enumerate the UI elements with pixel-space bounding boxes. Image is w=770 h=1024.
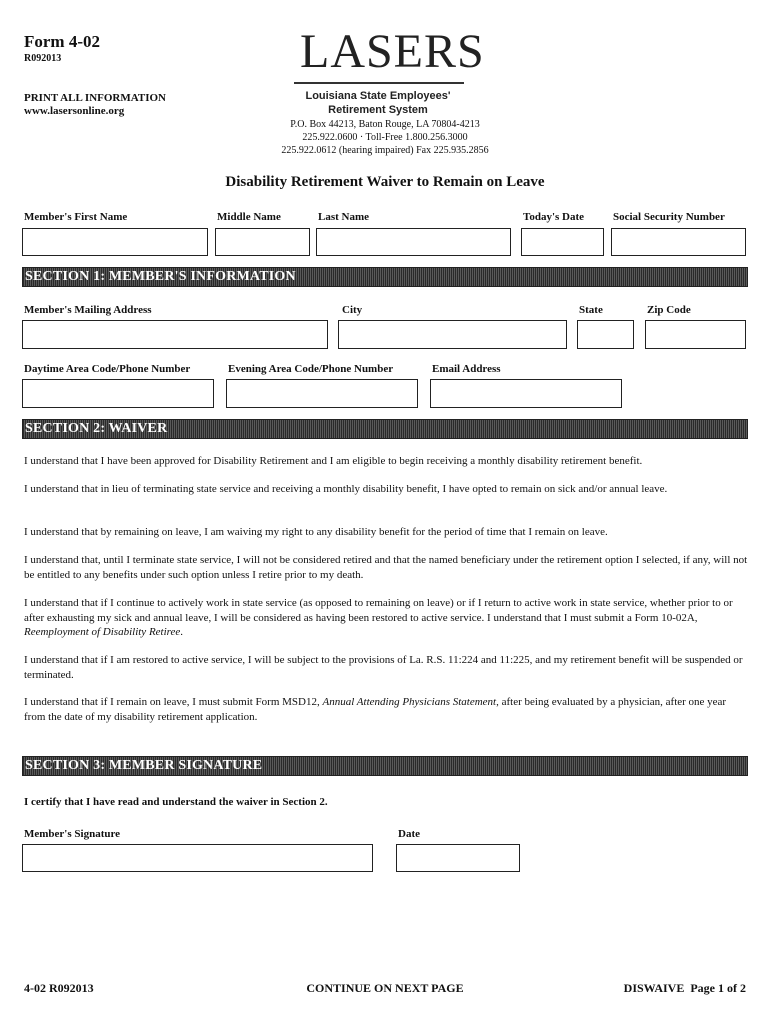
mailing-address-label: Member's Mailing Address bbox=[24, 304, 152, 316]
form-number: Form 4-02 bbox=[24, 32, 101, 51]
waiver-paragraph-7-text: I understand that if I remain on leave, I must submit Form MSD12, bbox=[24, 696, 323, 708]
first-name-label: Member's First Name bbox=[24, 211, 128, 223]
footer-continue: CONTINUE ON NEXT PAGE bbox=[306, 981, 464, 995]
email-label: Email Address bbox=[432, 363, 501, 375]
waiver-paragraph-1: I understand that I have been approved for Disability Retirement and I am eligible to begin receiving a monthly disability retirement benefit. bbox=[24, 455, 643, 467]
address-line3: 225.922.0612 (hearing impaired) Fax 225.935.2856 bbox=[281, 145, 489, 156]
signature-label: Member's Signature bbox=[24, 828, 121, 840]
middle-name-label: Middle Name bbox=[217, 211, 281, 223]
address-line1: P.O. Box 44213, Baton Rouge, LA 70804-4213 bbox=[290, 119, 480, 130]
section1-header bbox=[22, 267, 748, 287]
waiver-paragraph-5-form-title: Reemployment of Disability Retiree bbox=[24, 626, 181, 638]
waiver-paragraph-7-end: , after being evaluated by a physician, after one year from the date of my disability retirement application. bbox=[24, 696, 727, 723]
section3-title: SECTION 3: MEMBER SIGNATURE bbox=[25, 758, 263, 773]
logo-subtitle-line1: Louisiana State Employees' bbox=[305, 90, 451, 102]
lasers-logo bbox=[288, 18, 485, 116]
waiver-paragraph-4: I understand that, until I terminate state service, I will not be considered retired and that the named beneficiary under the retirement option I selected, if any, will not be entitled to any benefits under such option unless I retire prior to my death. bbox=[24, 554, 748, 581]
zip-field[interactable] bbox=[645, 320, 746, 349]
waiver-paragraph-6: I understand that if I am restored to active service, I will be subject to the provisions of La. R.S. 11:224 and 11:225, and my retirement benefit will be suspended or terminated. bbox=[24, 654, 743, 681]
section2-title: SECTION 2: WAIVER bbox=[25, 421, 168, 436]
signature-date-label: Date bbox=[398, 828, 420, 840]
last-name-field[interactable] bbox=[316, 228, 511, 256]
website-url: www.lasersonline.org bbox=[24, 105, 125, 117]
section2-header bbox=[22, 419, 748, 439]
waiver-paragraph-5-text: I understand that if I continue to actively work in state service (as opposed to remaining on leave) or if I return to active work in state service, whether prior to or after exhausting my sick and annual leave, I will be considered as having been restored to active service. I understand that I must submit a Form 10-02A, bbox=[24, 597, 733, 624]
ssn-label: Social Security Number bbox=[613, 211, 725, 223]
waiver-paragraph-7-form-title: Annual Attending Physicians Statement bbox=[322, 696, 497, 708]
todays-date-label: Today's Date bbox=[523, 211, 585, 223]
waiver-paragraph-7 bbox=[24, 695, 748, 724]
ssn-field[interactable] bbox=[611, 228, 746, 256]
print-all-instruction: PRINT ALL INFORMATION bbox=[24, 92, 167, 104]
certification-statement: I certify that I have read and understand the waiver in Section 2. bbox=[24, 796, 328, 808]
signature-field[interactable] bbox=[22, 844, 373, 872]
waiver-paragraph-5-end: . bbox=[180, 626, 184, 638]
city-label: City bbox=[342, 304, 363, 316]
signature-date-field[interactable] bbox=[396, 844, 520, 872]
daytime-phone-field[interactable] bbox=[22, 379, 214, 408]
zip-label: Zip Code bbox=[647, 304, 691, 316]
form-revision: R092013 bbox=[24, 53, 62, 64]
last-name-label: Last Name bbox=[318, 211, 370, 223]
todays-date-field[interactable] bbox=[521, 228, 604, 256]
daytime-phone-label: Daytime Area Code/Phone Number bbox=[24, 363, 191, 375]
mailing-address-field[interactable] bbox=[22, 320, 328, 349]
first-name-field[interactable] bbox=[22, 228, 208, 256]
footer-page-number: DISWAIVE Page 1 of 2 bbox=[623, 981, 746, 995]
document-title: Disability Retirement Waiver to Remain on Leave bbox=[225, 174, 545, 190]
waiver-paragraph-2: I understand that in lieu of terminating state service and receiving a monthly disability benefit, I have opted to remain on sick and/or annual leave. bbox=[24, 483, 668, 495]
footer-form-code: 4-02 R092013 bbox=[24, 981, 94, 995]
state-field[interactable] bbox=[577, 320, 634, 349]
section3-header bbox=[22, 756, 748, 776]
waiver-paragraph-5 bbox=[24, 596, 748, 640]
city-field[interactable] bbox=[338, 320, 567, 349]
state-label: State bbox=[579, 304, 603, 316]
evening-phone-label: Evening Area Code/Phone Number bbox=[228, 363, 394, 375]
section1-title: SECTION 1: MEMBER'S INFORMATION bbox=[25, 269, 296, 284]
logo-wordmark: LASERS bbox=[300, 25, 485, 78]
waiver-paragraph-3: I understand that by remaining on leave, I am waiving my right to any disability benefit for the period of time that I remain on leave. bbox=[24, 526, 608, 538]
evening-phone-field[interactable] bbox=[226, 379, 418, 408]
address-line2: 225.922.0600 · Toll-Free 1.800.256.3000 bbox=[302, 132, 468, 143]
middle-name-field[interactable] bbox=[215, 228, 310, 256]
logo-rule bbox=[294, 82, 464, 84]
email-field[interactable] bbox=[430, 379, 622, 408]
logo-subtitle-line2: Retirement System bbox=[328, 104, 428, 116]
